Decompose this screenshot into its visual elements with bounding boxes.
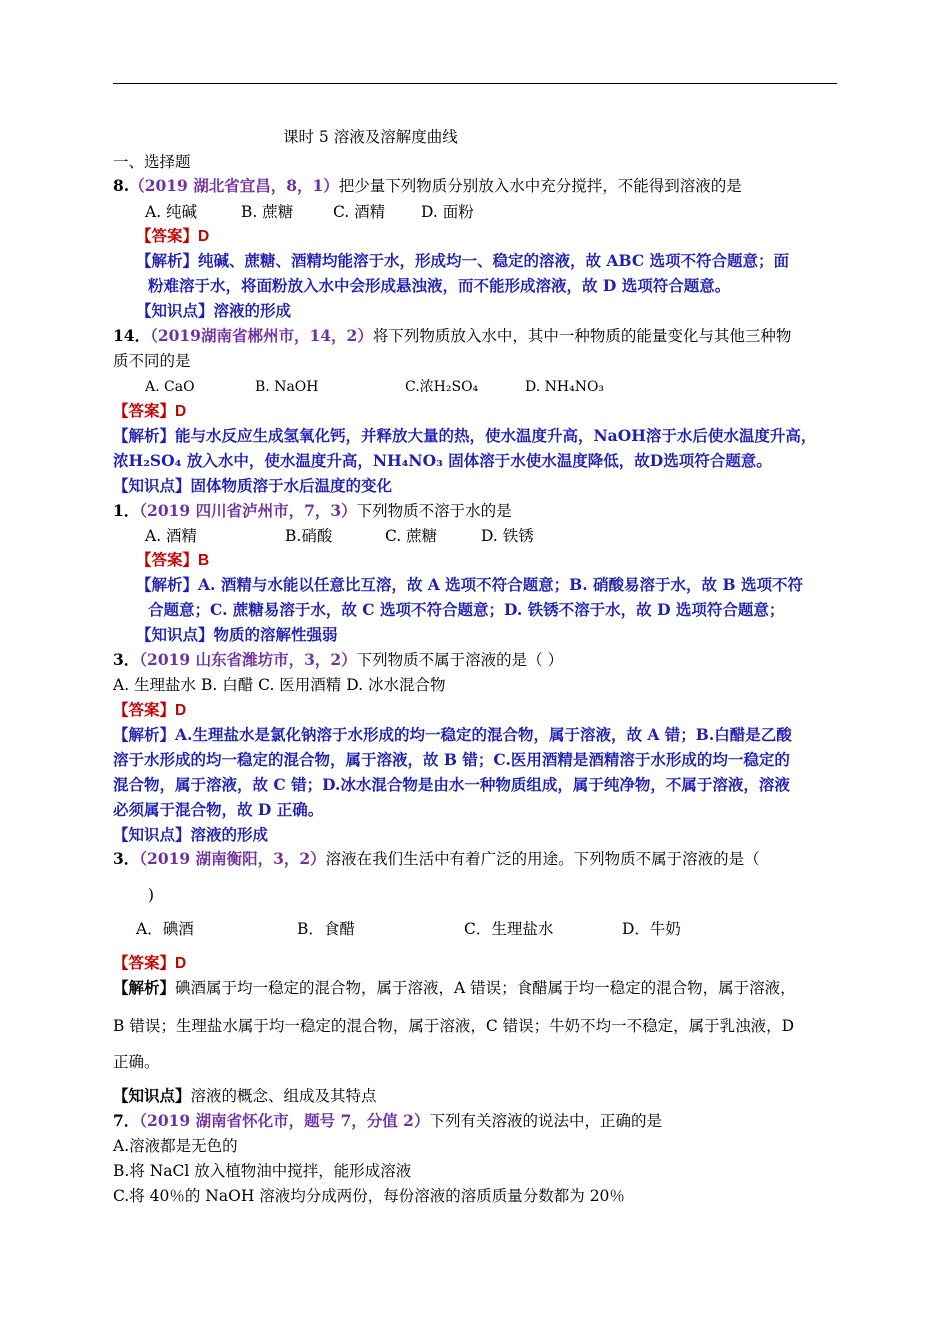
question-stem: 把少量下列物质分别放入水中充分搅拌，不能得到溶液的是 (338, 177, 742, 195)
answer-line (113, 953, 186, 974)
answer-value: D (198, 228, 210, 245)
knowledge-point-line: 【知识点】固体物质溶于水后温度的变化 (113, 476, 393, 495)
question-8-options (145, 202, 474, 222)
question-14 (113, 326, 791, 346)
analysis-line: 溶于水形成的均一稳定的混合物，属于溶液，故 B 错；C.医用酒精是酒精溶于水形成的均一稳定的 (113, 750, 790, 769)
knowledge-point-line: 【知识点】溶液的概念、组成及其特点 (113, 1086, 377, 1105)
option-a: A．碘酒 (136, 920, 194, 938)
option-b: B. 蔗糖 (241, 203, 294, 221)
question-number: 1． (113, 501, 140, 520)
option-b: B.硝酸 (285, 527, 333, 545)
question-stem: 下列物质不溶于水的是 (356, 502, 512, 520)
knowledge-point-line: 【知识点】溶液的形成 (113, 825, 269, 844)
answer-label: 【答案】 (113, 953, 176, 972)
option-a: A.溶液都是无色的 (113, 1137, 238, 1155)
answer-label: 【答案】 (136, 550, 199, 569)
question-source: （2019 湖北省宜昌，8，1） (129, 176, 339, 195)
point-label: 【知识点】 (136, 301, 214, 320)
option-c: C.浓H₂SO₄ (405, 379, 479, 395)
page-title: 课时 5 溶液及溶解度曲线 (283, 128, 458, 146)
option-a: A. CaO (145, 379, 195, 395)
option-b: B. NaOH (255, 379, 319, 395)
question-3-weifang (113, 650, 563, 670)
answer-line (113, 700, 186, 721)
analysis-label: 【解析】 (136, 575, 199, 594)
question-source: （2019 四川省泸州市，7，3） (139, 501, 357, 520)
question-3-hengyang-options (136, 919, 681, 939)
answer-line (136, 550, 209, 571)
question-number: 7． (113, 1111, 140, 1130)
question-3-hengyang (113, 849, 760, 869)
point-label: 【知识点】 (113, 476, 191, 495)
analysis-line: 【解析】A.生理盐水是氯化钠溶于水形成的均一稳定的混合物，属于溶液，故 A 错；B.白醋是乙酸 (113, 725, 792, 744)
question-8 (113, 176, 742, 196)
question-stem: 下列物质不属于溶液的是（ ） (356, 651, 564, 669)
option-a: A. 纯碱 (145, 203, 198, 221)
question-number: 3． (113, 849, 140, 868)
analysis-label: 【解析】 (136, 251, 199, 270)
question-number: 8. (113, 176, 130, 195)
analysis-label: 【解析】 (113, 426, 176, 445)
knowledge-point-line: 【知识点】溶液的形成 (136, 301, 292, 320)
question-source: （2019 山东省潍坊市，3，2） (139, 650, 357, 669)
option-c: C．生理盐水 (464, 920, 554, 938)
question-stem: 下列有关溶液的说法中，正确的是 (429, 1112, 662, 1130)
option-b: B．食醋 (297, 920, 355, 938)
analysis-line: 混合物，属于溶液，故 C 错；D.冰水混合物是由水一种物质组成，属于纯净物，不属于溶液，溶液 (113, 775, 790, 794)
question-stem: 溶液在我们生活中有着广泛的用途。下列物质不属于溶液的是（ (325, 850, 760, 868)
option-d: D. 面粉 (421, 203, 474, 221)
question-stem: 将下列物质放入水中，其中一种物质的能量变化与其他三种物 (372, 327, 792, 345)
analysis-line: 合题意；C. 蔗糖易溶于水，故 C 选项不符合题意；D. 铁锈不溶于水，故 D 选项符合题意； (148, 600, 785, 619)
question-source: （2019 湖南省怀化市，题号 7，分值 2） (139, 1111, 430, 1130)
analysis-line: 【解析】纯碱、蔗糖、酒精均能溶于水，形成均一、稳定的溶液，故 ABC 选项不符合题意；面 (136, 251, 790, 270)
option-a: A. 酒精 (145, 527, 198, 545)
question-number: 14． (113, 326, 151, 345)
answer-label: 【答案】 (136, 226, 199, 245)
analysis-line: 正确。 (113, 1053, 160, 1071)
analysis-line: 粉难溶于水，将面粉放入水中会形成悬浊液，而不能形成溶液，故 D 选项符合题意。 (148, 276, 731, 295)
analysis-line: 浓H₂SO₄ 放入水中，使水温度升高，NH₄NO₃ 固体溶于水使水温度降低，故D选项符合题意。 (113, 451, 772, 470)
question-14-options (145, 377, 604, 397)
question-source: （2019湖南省郴州市，14，2） (150, 326, 373, 345)
header-rule (113, 83, 837, 84)
point-label: 【知识点】 (136, 625, 214, 644)
analysis-line: 【解析】A. 酒精与水能以任意比互溶，故 A 选项不符合题意；B. 硝酸易溶于水，故 B 选项不符 (136, 575, 803, 594)
question-source: （2019 湖南衡阳，3，2） (139, 849, 326, 868)
point-label: 【知识点】 (113, 1086, 191, 1105)
answer-value: D (175, 403, 187, 420)
option-d: D. 铁锈 (481, 527, 534, 545)
option-b: B.将 NaCl 放入植物油中搅拌，能形成溶液 (113, 1162, 412, 1180)
knowledge-point-line: 【知识点】物质的溶解性强弱 (136, 625, 338, 644)
answer-label: 【答案】 (113, 700, 176, 719)
analysis-line: B 错误；生理盐水属于均一稳定的混合物，属于溶液，C 错误；牛奶不均一不稳定，属于乳浊液，D (113, 1017, 795, 1035)
point-label: 【知识点】 (113, 825, 191, 844)
question-1-options (145, 526, 534, 546)
answer-value: D (175, 955, 187, 972)
question-stem-end: ) (148, 886, 155, 904)
question-stem-cont: 质不同的是 (113, 352, 191, 370)
option-d: D．牛奶 (622, 920, 681, 938)
question-number: 3． (113, 650, 140, 669)
question-3-options: A. 生理盐水 B. 白醋 C. 医用酒精 D. 冰水混合物 (113, 676, 446, 694)
answer-value: D (175, 702, 187, 719)
analysis-label: 【解析】 (113, 978, 176, 997)
question-1 (113, 501, 512, 521)
answer-line (136, 226, 209, 247)
answer-line (113, 401, 186, 422)
option-c: C.将 40％的 NaOH 溶液均分成两份，每份溶液的溶质质量分数都为 20％ (113, 1187, 625, 1205)
analysis-line: 【解析】能与水反应生成氢氧化钙，并释放大量的热，使水温度升高，NaOH溶于水后使水温度升高， (113, 426, 817, 445)
answer-value: B (198, 552, 210, 569)
analysis-line: 【解析】碘酒属于均一稳定的混合物，属于溶液，A 错误；食醋属于均一稳定的混合物，属于溶液， (113, 978, 796, 997)
option-c: C. 蔗糖 (385, 527, 438, 545)
answer-label: 【答案】 (113, 401, 176, 420)
option-c: C. 酒精 (333, 203, 386, 221)
option-d: D. NH₄NO₃ (525, 379, 605, 395)
analysis-line: 必须属于混合物，故 D 正确。 (113, 800, 324, 819)
analysis-label: 【解析】 (113, 725, 176, 744)
question-7 (113, 1111, 662, 1131)
section-heading: 一、选择题 (113, 153, 191, 171)
